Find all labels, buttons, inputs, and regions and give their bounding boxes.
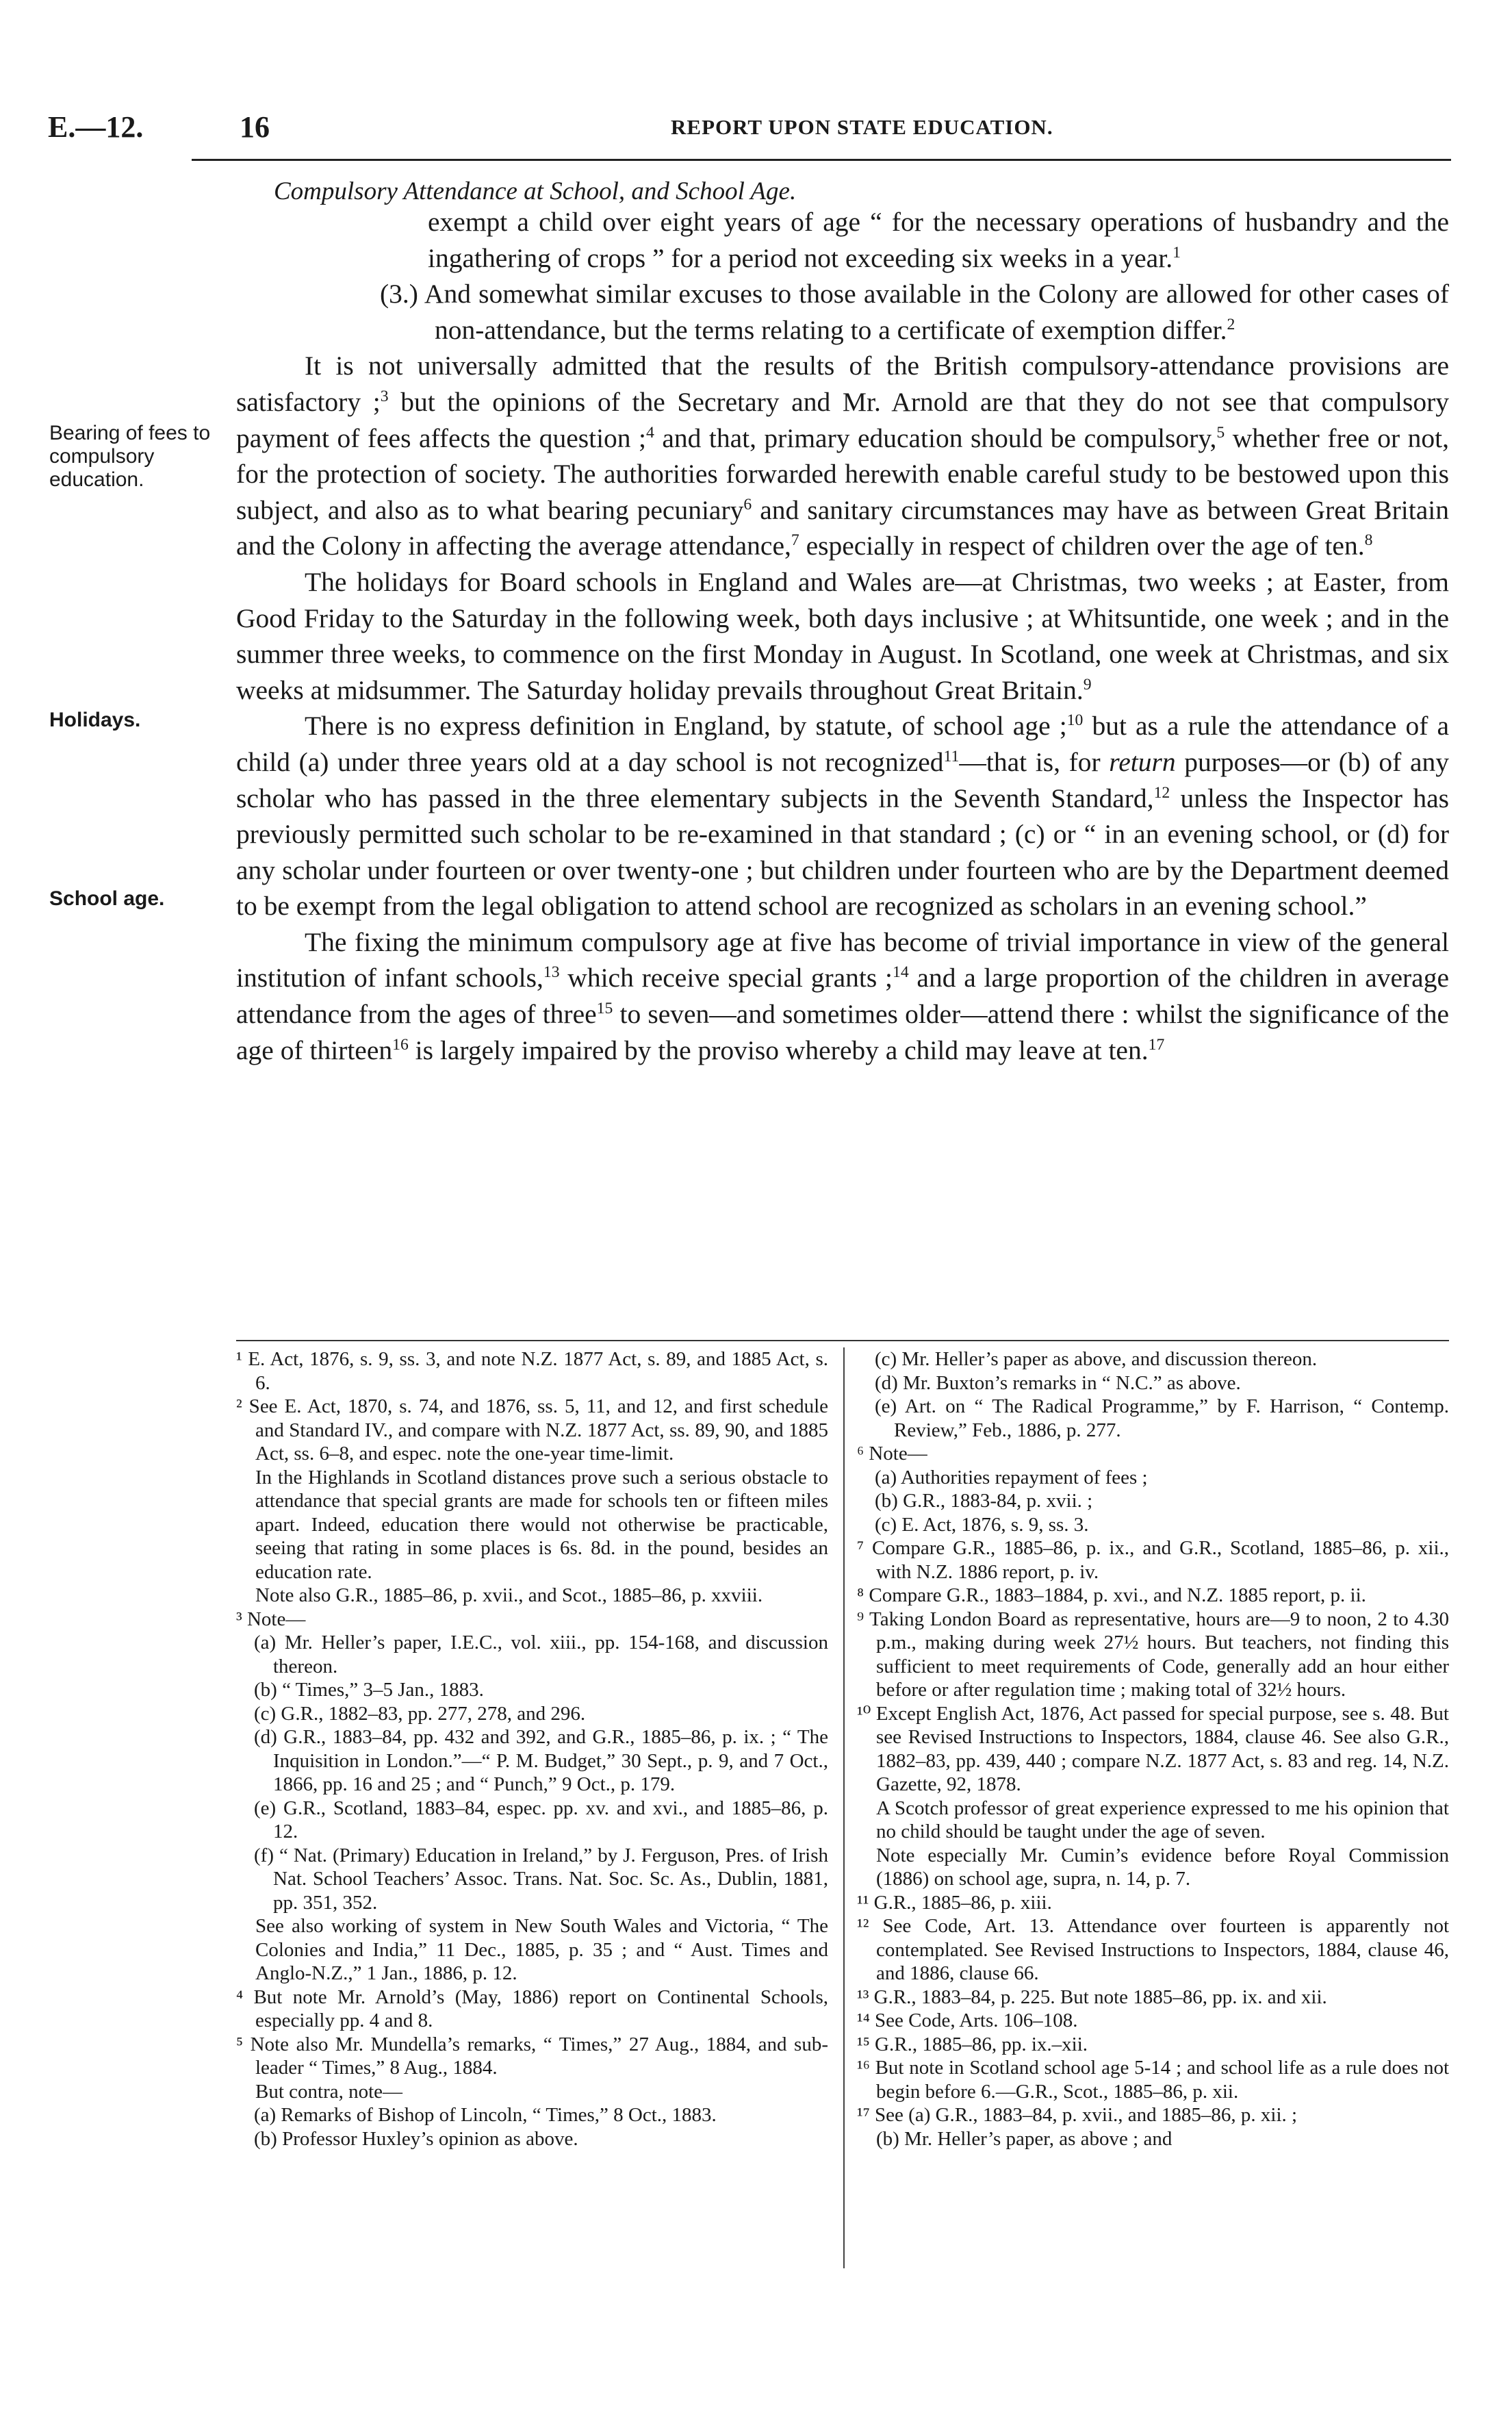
- footnote: (b) Mr. Heller’s paper, as above ; and: [876, 2127, 1173, 2150]
- footnote: (e) Art. on “ The Radical Programme,” by F. Harrison, “ Contemp. Review,” Feb., 1886, p. 277.: [875, 1395, 1449, 1441]
- footnote: (d) G.R., 1883–84, pp. 432 and 392, and G.R., 1885–86, p. ix. ; “ The Inquisition in London.”—“ P. M. Budget,” 30 Sept., p. 9, and 7 Oct., 1866, pp. 16 and 25 ; and “ Punch,” 9 Oct., p. 179.: [254, 1726, 828, 1795]
- margin-note-holidays: Holidays.: [49, 709, 141, 731]
- footnote: ⁵ Note also Mr. Mundella’s remarks, “ Times,” 27 Aug., 1884, and sub-leader “ Times,” 8 Aug., 1884.: [236, 2033, 828, 2079]
- page-title: REPORT UPON STATE EDUCATION.: [671, 115, 1053, 139]
- footnote: (f) “ Nat. (Primary) Education in Ireland,” by J. Ferguson, Pres. of Irish Nat. School Teachers’ Assoc. Trans. Nat. Soc. Sc. As., Dublin, 1881, pp. 351, 352.: [254, 1844, 828, 1914]
- footnote: ⁷ Compare G.R., 1885–86, p. ix., and G.R., Scotland, 1885–86, p. xii., with N.Z. 1886 report, p. iv.: [857, 1537, 1449, 1583]
- footnote: ¹⁵ G.R., 1885–86, pp. ix.–xii.: [857, 2033, 1088, 2055]
- document-code: E.—12.: [48, 110, 144, 144]
- footnote: (a) Remarks of Bishop of Lincoln, “ Times,” 8 Oct., 1883.: [254, 2104, 717, 2126]
- footnote: A Scotch professor of great experience expressed to me his opinion that no child should be taught under the age of seven.: [876, 1797, 1449, 1842]
- footnote: ¹⁷ See (a) G.R., 1883–84, p. xvii., and 1885–86, p. xii. ;: [857, 2104, 1298, 2126]
- footnote: (c) G.R., 1882–83, pp. 277, 278, and 296.: [254, 1702, 586, 1725]
- paragraph-2: (3.) And somewhat similar excuses to those available in the Colony are allowed for other cases of non-attendance, but the terms relating to a certificate of exemption differ.$^2$: [380, 279, 1449, 345]
- footnote: ⁶ Note—: [857, 1443, 927, 1465]
- footnote-rule: [236, 1340, 1449, 1341]
- footnote: ¹² See Code, Art. 13. Attendance over fourteen is apparently not contemplated. See Revised Instructions to Inspectors, 1884, clause 46, and 1886, clause 66.: [857, 1915, 1449, 1984]
- footnote: Note also G.R., 1885–86, p. xvii., and Scot., 1885–86, p. xxviii.: [255, 1584, 763, 1606]
- footnotes-left-column: [236, 1347, 828, 2151]
- footnote: (b) G.R., 1883-84, p. xvii. ;: [875, 1490, 1093, 1512]
- footnote: See also working of system in New South Wales and Victoria, “ The Colonies and India,” 11 Dec., 1885, p. 35 ; and “ Aust. Times and Anglo-N.Z.,” 1 Jan., 1886, p. 12.: [255, 1915, 828, 1984]
- footnote: ⁸ Compare G.R., 1883–1884, p. xvi., and N.Z. 1885 report, p. ii.: [857, 1584, 1366, 1606]
- footnote: But contra, note—: [255, 2080, 403, 2103]
- paragraph-holidays: The holidays for Board schools in England and Wales are—at Christmas, two weeks ; at Easter, from Good Friday to the Saturday in the following week, both days inclusive ; at Whitsuntide, one week ; and in the summer three weeks, to commence on the first Monday in August. In Scotland, one week at Christmas, and six weeks at midsummer. The Saturday holiday prevails throughout Great Britain.$^9$: [236, 566, 1449, 705]
- paragraph-fees: It is not universally admitted that the results of the British compulsory-attendance provisions are satisfactory ;$^3$ but the opinions of the Secretary and Mr. Arnold are that they do not see that compulsory payment of fees affects the question ;$^4$ and that, primary education should be compulsory,$^5$ whether free or not, for the protection of society. The authorities forwarded herewith enable careful study to be bestowed upon this subject, and also as to what bearing pecuniary$^6$ and sanitary circumstances may have as between Great Britain and the Colony in affecting the average attendance,$^7$ especially in respect of children over the age of ten.$^8$: [236, 351, 1450, 561]
- footnote: (a) Authorities repayment of fees ;: [875, 1466, 1148, 1488]
- footnote: ³ Note—: [236, 1608, 306, 1630]
- footnote-column-divider: [843, 1347, 845, 2268]
- footnote: (d) Mr. Buxton’s remarks in “ N.C.” as above.: [875, 1371, 1241, 1394]
- main-text: [236, 204, 1449, 1068]
- footnote: (a) Mr. Heller’s paper, I.E.C., vol. xiii., pp. 154-168, and discussion thereon.: [254, 1632, 828, 1677]
- footnote: (b) “ Times,” 3–5 Jan., 1883.: [254, 1679, 484, 1701]
- footnote: (e) G.R., Scotland, 1883–84, espec. pp. xv. and xvi., and 1885–86, p. 12.: [254, 1797, 828, 1842]
- page-header: [48, 110, 1451, 151]
- margin-note-fees: Bearing of fees to compulsory education.: [49, 422, 211, 491]
- footnote: ¹⁴ See Code, Arts. 106–108.: [857, 2010, 1078, 2031]
- page-number: 16: [240, 110, 270, 144]
- paragraph-school-age: There is no express definition in England, by statute, of school age ;$^{10}$ but as a rule the attendance of a child (a) under three years old at a day school is not recognized$^{11}$—that is, for return purposes—or (b) of any scholar who has passed in the three elementary subjects in the Seventh Standard,$^{12}$ unless the Inspector has previously permitted such scholar to be re-examined in that standard ; (c) or “ in an evening school, or (d) for any scholar under fourteen or over twenty-one ; but children under fourteen who are by the Department deemed to be exempt from the legal obligation to attend school are recognized as scholars in an evening school.”: [236, 711, 1449, 922]
- footnotes-right-column: [857, 1347, 1449, 2151]
- footnote: (c) E. Act, 1876, s. 9, ss. 3.: [875, 1513, 1089, 1536]
- footnote: ¹ E. Act, 1876, s. 9, ss. 3, and note N.Z. 1877 Act, s. 89, and 1885 Act, s. 6.: [236, 1348, 828, 1394]
- footnote: (b) Professor Huxley’s opinion as above.: [254, 2127, 578, 2150]
- footnote: ⁹ Taking London Board as representative, hours are—9 to noon, 2 to 4.30 p.m., making during week 27½ hours. But teachers, not finding this sufficient to meet requirements of Code, generally add an hour either before or after regulation time ; making total of 32½ hours.: [857, 1608, 1449, 1701]
- margin-note-school-age: School age.: [49, 887, 165, 910]
- header-rule: [192, 159, 1451, 161]
- footnote: ⁴ But note Mr. Arnold’s (May, 1886) report on Continental Schools, especially pp. 4 and 8.: [236, 1986, 828, 2031]
- footnote: ¹⁶ But note in Scotland school age 5-14 ; and school life as a rule does not begin before 6.—G.R., Scot., 1885–86, p. xii.: [857, 2057, 1449, 2103]
- footnote: ² See E. Act, 1870, s. 74, and 1876, ss. 5, 11, and 12, and first schedule and Standard IV., and compare with N.Z. 1877 Act, ss. 89, 90, and 1885 Act, ss. 6–8, and espec. note the one-year time-limit.: [236, 1395, 828, 1465]
- footnote: ¹¹ G.R., 1885–86, p. xiii.: [857, 1891, 1052, 1914]
- running-head: Compulsory Attendance at School, and School Age.: [274, 177, 797, 205]
- paragraph-minimum-age: The fixing the minimum compulsory age at five has become of trivial importance in view of the general institution of infant schools,$^{13}$ which receive special grants ;$^{14}$ and a large proportion of the children in average attendance from the ages of three$^{15}$ to seven—and sometimes older—attend there : whilst the significance of the age of thirteen$^{16}$ is largely impaired by the proviso whereby a child may leave at ten.$^{17}$: [236, 926, 1449, 1065]
- footnote: ¹³ G.R., 1883–84, p. 225. But note 1885–86, pp. ix. and xii.: [857, 1986, 1327, 2008]
- footnote: In the Highlands in Scotland distances prove such a serious obstacle to attendance that special grants are made for schools ten or fifteen miles apart. Indeed, education there would not otherwise be practicable, seeing that rating in some places is 6s. 8d. in the pound, besides an education rate.: [255, 1466, 828, 1583]
- footnote: (c) Mr. Heller’s paper as above, and discussion thereon.: [875, 1348, 1318, 1370]
- footnote: Note especially Mr. Cumin’s evidence before Royal Commission (1886) on school age, supra, n. 14, p. 7.: [876, 1844, 1449, 1890]
- paragraph-1: exempt a child over eight years of age “ for the necessary operations of husbandry and the ingathering of crops ” for a period not exceeding six weeks in a year.$^1$: [428, 207, 1449, 273]
- footnote: ¹⁰ Except English Act, 1876, Act passed for special purpose, see s. 48. But see Revised Instructions to Inspectors, 1884, clause 46. See also G.R., 1882–83, pp. 439, 440 ; compare N.Z. 1877 Act, s. 83 and reg. 14, N.Z. Gazette, 92, 1878.: [857, 1702, 1449, 1795]
